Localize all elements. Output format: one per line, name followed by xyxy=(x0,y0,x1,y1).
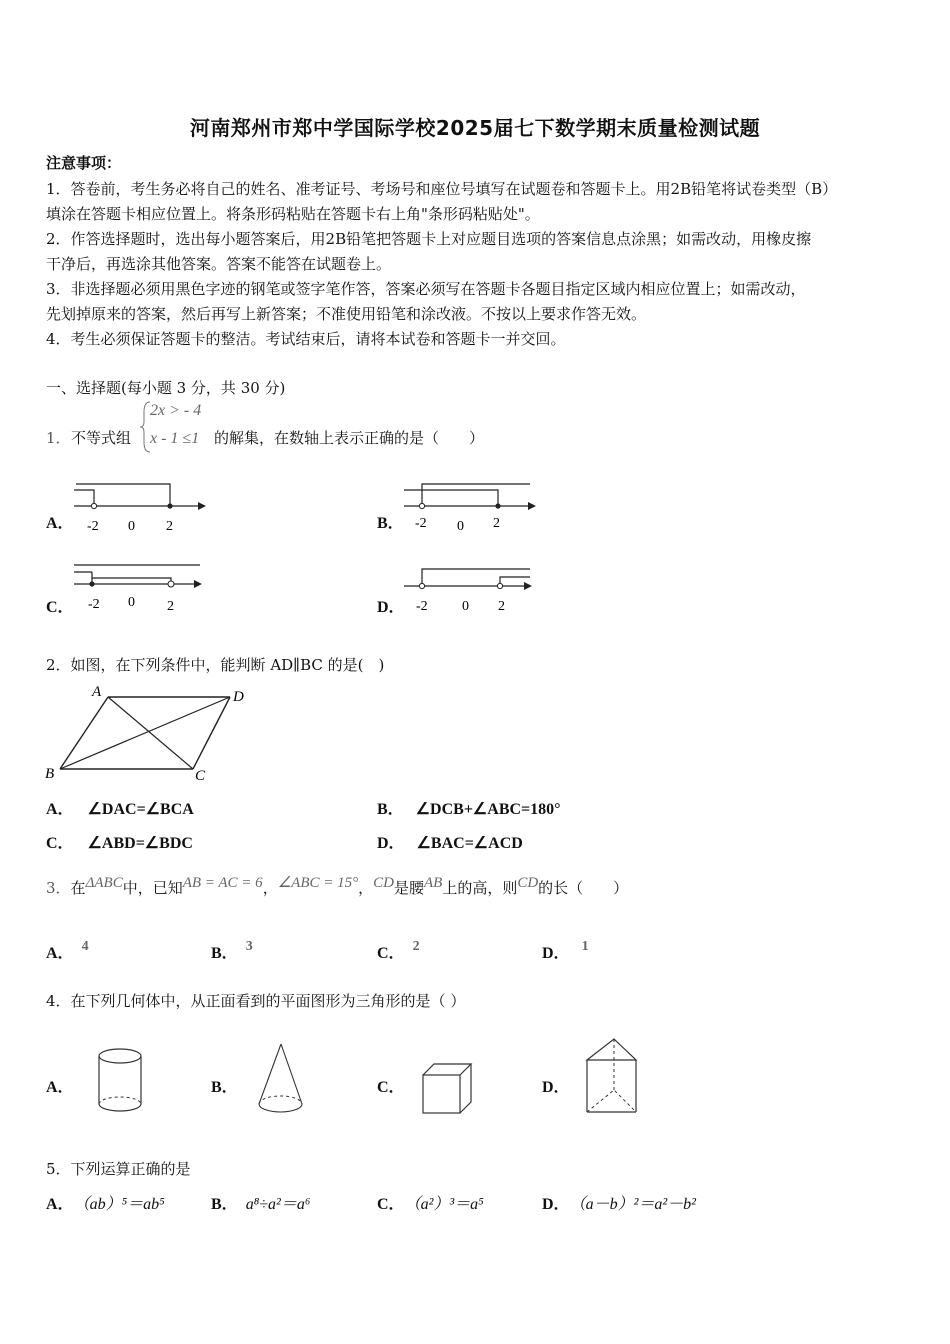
q1-option-a-label[interactable]: A． xyxy=(46,515,74,532)
q5-stem: 5．下列运算正确的是 xyxy=(46,1160,191,1178)
q4-triangular-prism-icon[interactable] xyxy=(582,1034,642,1118)
q2-parallelogram-figure xyxy=(40,682,260,782)
q2-option-a[interactable] xyxy=(46,796,194,819)
q3-option-b[interactable] xyxy=(211,940,253,963)
option-text: ∠BAC=∠ACD xyxy=(416,835,523,852)
option-label: A． xyxy=(46,945,74,962)
q3-math: ∠ABC = 15° xyxy=(277,875,359,891)
notice-line: 1．答卷前，考生务必将自己的姓名、准考证号、考场号和座位号填写在试题卷和答题卡上。用2B铅笔将试卷类型（B） xyxy=(46,180,838,198)
option-label: B． xyxy=(211,945,238,962)
q4-option-c-label[interactable]: C． xyxy=(377,1079,405,1096)
option-label: B． xyxy=(211,1196,238,1213)
q3-number: 3． xyxy=(46,879,71,897)
tick-label: 0 xyxy=(128,519,135,534)
q3-text: 中，已知 xyxy=(122,879,183,897)
q3-math: ΔABC xyxy=(85,875,123,891)
point-label: B xyxy=(45,766,55,782)
tick-label: -2 xyxy=(87,519,99,534)
q2-option-d[interactable] xyxy=(377,830,523,853)
option-label: D． xyxy=(377,835,405,852)
option-label: A． xyxy=(46,801,74,818)
option-text: a⁸÷a²＝a⁶ xyxy=(245,1196,311,1213)
tick-label: 2 xyxy=(166,519,173,534)
q3-math: AB xyxy=(423,875,443,891)
q5-option-d[interactable] xyxy=(542,1191,696,1214)
notice-line: 3．非选择题必须用黑色字迹的钢笔或签字笔作答，答案必须写在答题卡各题目指定区域内相应位置上；如需改动， xyxy=(46,280,806,298)
point-label: D xyxy=(233,689,244,705)
q3-math: CD xyxy=(373,875,394,891)
option-text: ∠DAC=∠BCA xyxy=(87,801,194,818)
tick-label: 2 xyxy=(493,516,500,531)
option-label: D． xyxy=(542,1196,570,1213)
option-label: C． xyxy=(46,835,74,852)
q3-stem xyxy=(46,877,628,898)
q4-option-d-label[interactable]: D． xyxy=(542,1079,570,1096)
q3-math: AB = AC = 6 xyxy=(182,875,263,891)
q5-option-b[interactable] xyxy=(211,1191,310,1214)
option-text: （a²）³＝a⁵ xyxy=(412,1196,484,1213)
q3-text: ， xyxy=(262,879,278,897)
notice-line: 4．考生必须保证答题卡的整洁。考试结束后，请将本试卷和答题卡一并交回。 xyxy=(46,330,566,348)
q1-prefix: 不等式组 xyxy=(71,429,132,447)
q3-math: CD xyxy=(517,875,539,891)
notice-line: 填涂在答题卡相应位置上。将条形码粘贴在答题卡右上角"条形码粘贴处"。 xyxy=(46,205,540,223)
q1-option-d-number-line[interactable] xyxy=(400,562,540,620)
q2-option-b[interactable] xyxy=(377,796,561,819)
q1-option-c-number-line[interactable] xyxy=(70,560,210,618)
q1-option-b-label[interactable]: B． xyxy=(377,515,404,532)
q4-cube-icon[interactable] xyxy=(418,1060,478,1120)
point-label: A xyxy=(92,684,102,700)
q3-option-d[interactable] xyxy=(542,940,589,963)
q4-option-a-label[interactable]: A． xyxy=(46,1079,74,1096)
option-label: B． xyxy=(377,801,404,818)
option-label: C． xyxy=(377,945,405,962)
q1-suffix: 的解集，在数轴上表示正确的是（ ） xyxy=(214,429,485,447)
point-label: C xyxy=(195,768,206,782)
option-text: ∠DCB+∠ABC=180° xyxy=(415,801,561,818)
notice-line: 2．作答选择题时，选出每小题答案后，用2B铅笔把答题卡上对应题目选项的答案信息点涂黑；如需改动，用橡皮擦 xyxy=(46,230,812,248)
tick-label: -2 xyxy=(416,599,428,614)
option-value: 2 xyxy=(412,939,420,954)
option-text: （ab）⁵＝ab⁵ xyxy=(81,1196,165,1213)
notice-heading: 注意事项： xyxy=(46,154,122,172)
notice-line: 先划掉原来的答案，然后再写上新答案；不准使用铅笔和涂改液。不按以上要求作答无效。 xyxy=(46,305,647,323)
q1-number: 1． xyxy=(46,429,71,447)
tick-label: -2 xyxy=(88,597,100,612)
option-label: D． xyxy=(542,945,570,962)
tick-label: -2 xyxy=(415,516,427,531)
q1-inequality-1: 2x > - 4 xyxy=(150,402,202,419)
q4-option-b-label[interactable]: B． xyxy=(211,1079,238,1096)
tick-label: 0 xyxy=(457,519,464,534)
q2-stem: 2．如图，在下列条件中，能判断 AD∥BC 的是( ) xyxy=(46,656,385,674)
tick-label: 2 xyxy=(167,599,174,614)
q3-option-a[interactable] xyxy=(46,940,89,963)
q4-stem: 4．在下列几何体中，从正面看到的平面图形为三角形的是（ ） xyxy=(46,992,466,1010)
tick-label: 2 xyxy=(498,599,505,614)
q5-option-a[interactable] xyxy=(46,1191,165,1214)
page-title: 河南郑州市郑中学国际学校2025届七下数学期末质量检测试题 xyxy=(189,116,761,140)
q2-option-c[interactable] xyxy=(46,830,193,853)
q3-text: ， xyxy=(358,879,374,897)
q5-option-c[interactable] xyxy=(377,1191,484,1214)
q4-cylinder-icon[interactable] xyxy=(92,1044,152,1118)
option-value: 1 xyxy=(581,939,589,954)
tick-label: 0 xyxy=(128,595,135,610)
option-text: （a－b）²＝a²－b² xyxy=(577,1196,696,1213)
q1-option-b-number-line[interactable] xyxy=(400,478,540,536)
option-label: A． xyxy=(46,1196,74,1213)
q3-text: 的长（ ） xyxy=(538,879,629,897)
option-value: 3 xyxy=(245,939,253,954)
q1-option-a-number-line[interactable] xyxy=(70,478,210,536)
q1-inequality-2: x - 1 ≤1 xyxy=(150,430,200,447)
tick-label: 0 xyxy=(462,599,469,614)
option-value: 4 xyxy=(81,939,89,954)
section-heading: 一、选择题(每小题 3 分，共 30 分) xyxy=(46,379,286,397)
q4-cone-icon[interactable] xyxy=(252,1040,312,1118)
q3-text: 是腰 xyxy=(393,879,424,897)
notice-line: 干净后，再选涂其他答案。答案不能答在试题卷上。 xyxy=(46,255,392,273)
q1-option-c-label[interactable]: C． xyxy=(46,599,74,616)
q3-option-c[interactable] xyxy=(377,940,420,963)
option-label: C． xyxy=(377,1196,405,1213)
q3-text: 上的高，则 xyxy=(442,879,518,897)
q3-text: 在 xyxy=(70,879,86,897)
option-text: ∠ABD=∠BDC xyxy=(87,835,193,852)
q1-option-d-label[interactable]: D． xyxy=(377,599,405,616)
